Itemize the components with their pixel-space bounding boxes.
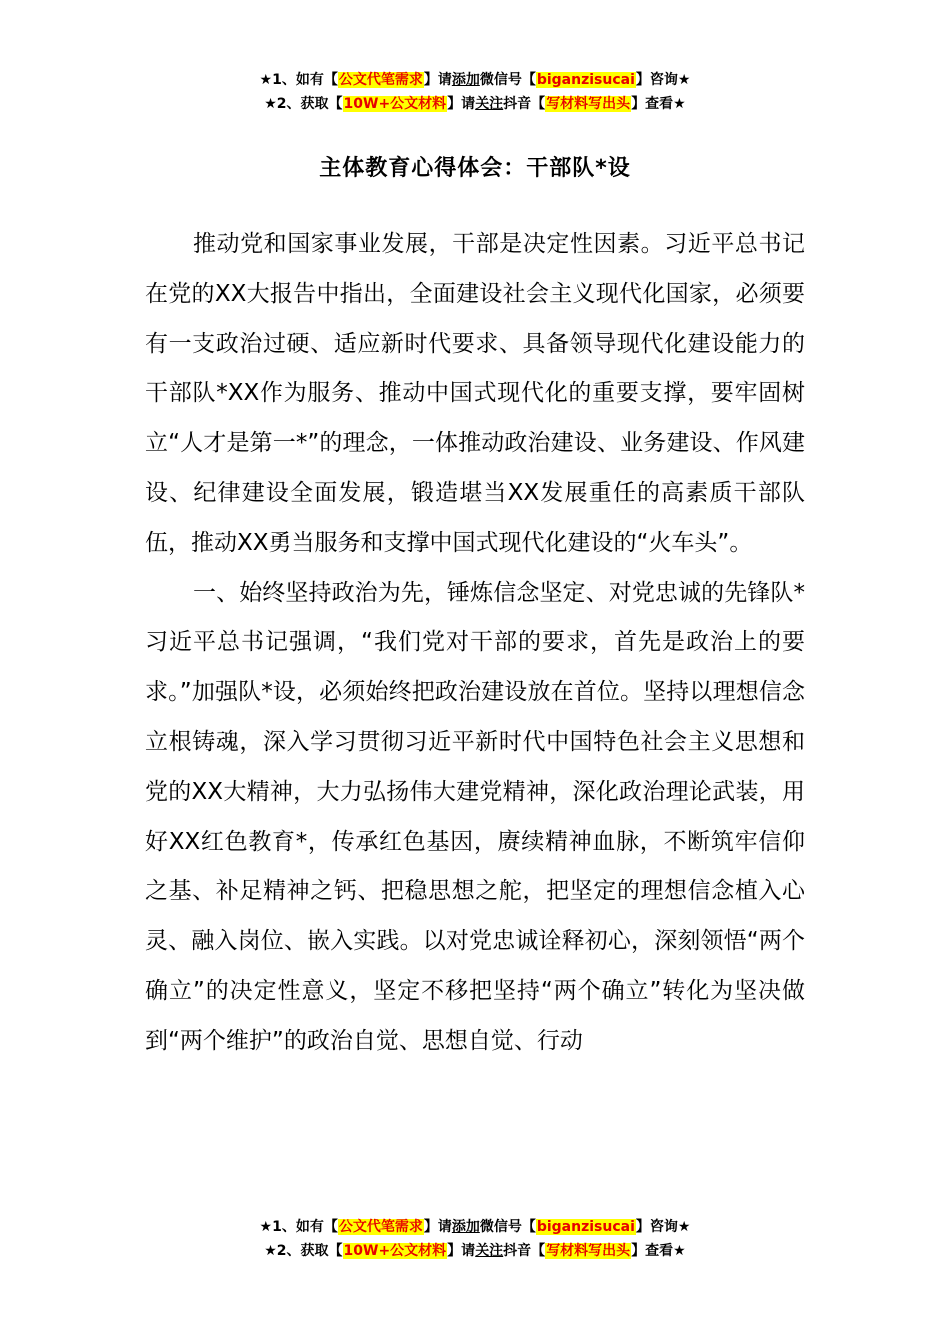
banner-text: ★1、如有【 bbox=[259, 1219, 338, 1235]
document-body bbox=[145, 220, 805, 1067]
banner-text: 】请 bbox=[447, 1243, 476, 1259]
banner-line-1 bbox=[0, 1215, 950, 1239]
banner-line-2 bbox=[0, 92, 950, 116]
banner-text: ★1、如有【 bbox=[259, 72, 338, 88]
paragraph: 推动党和国家事业发展，干部是决定性因素。习近平总书记在党的XX大报告中指出，全面建设社会主义现代化国家，必须要有一支政治过硬、适应新时代要求、具备领导现代化建设能力的干部队*XX作为服务、推动中国式现代化的重要支撑，要牢固树立“人才是第一*”的理念，一体推动政治建设、业务建设、作风建设、纪律建设全面发展，锻造堪当XX发展重任的高素质干部队伍，推动XX勇当服务和支撑中国式现代化建设的“火车头”。 bbox=[145, 231, 805, 556]
banner-highlight: 10W+公文材料 bbox=[343, 96, 447, 112]
banner-underline: 关注 bbox=[475, 1243, 504, 1259]
banner-text: 】咨询★ bbox=[635, 72, 691, 88]
banner-text: ★2、获取【 bbox=[264, 1243, 343, 1259]
banner-text: 】请 bbox=[423, 1219, 452, 1235]
banner-line-2 bbox=[0, 1239, 950, 1263]
banner-text: 】咨询★ bbox=[635, 1219, 691, 1235]
document-title: 主体教育心得体会：干部队*设 bbox=[319, 156, 631, 181]
banner-text: ★2、获取【 bbox=[264, 96, 343, 112]
banner-underline: 添加 bbox=[451, 72, 480, 88]
banner-text: 】查看★ bbox=[631, 96, 686, 112]
banner-text: 微信号【 bbox=[479, 72, 536, 88]
banner-text: 】请 bbox=[423, 72, 452, 88]
banner-text: 】请 bbox=[447, 96, 476, 112]
banner-underline: 关注 bbox=[475, 96, 504, 112]
banner-highlight: 10W+公文材料 bbox=[343, 1243, 447, 1259]
banner-text: 抖音【 bbox=[503, 1243, 546, 1259]
banner-underline: 添加 bbox=[451, 1219, 480, 1235]
banner-line-1 bbox=[0, 68, 950, 92]
banner-highlight: 写材料写出头 bbox=[546, 1243, 631, 1259]
footer-banner bbox=[0, 1215, 950, 1263]
banner-highlight: biganzisucai bbox=[536, 72, 635, 88]
paragraph: 一、始终坚持政治为先，锤炼信念坚定、对党忠诚的先锋队*习近平总书记强调，“我们党对干部的要求，首先是政治上的要求。”加强队*设，必须始终把政治建设放在首位。坚持以理想信念立根铸魂，深入学习贯彻习近平新时代中国特色社会主义思想和党的XX大精神，大力弘扬伟大建党精神，深化政治理论武装，用好XX红色教育*，传承红色基因，赓续精神血脉，不断筑牢信仰之基、补足精神之钙、把稳思想之舵，把坚定的理想信念植入心灵、融入岗位、嵌入实践。以对党忠诚诠释初心，深刻领悟“两个确立”的决定性意义，坚定不移把坚持“两个确立”转化为坚决做到“两个维护”的政治自觉、思想自觉、行动 bbox=[145, 579, 805, 1054]
banner-highlight: 公文代笔需求 bbox=[338, 1219, 423, 1235]
banner-text: 】查看★ bbox=[631, 1243, 686, 1259]
banner-highlight: 公文代笔需求 bbox=[338, 72, 423, 88]
banner-text: 微信号【 bbox=[479, 1219, 536, 1235]
banner-highlight: 写材料写出头 bbox=[546, 96, 631, 112]
header-banner bbox=[0, 68, 950, 116]
banner-highlight: biganzisucai bbox=[536, 1219, 635, 1235]
banner-text: 抖音【 bbox=[503, 96, 546, 112]
